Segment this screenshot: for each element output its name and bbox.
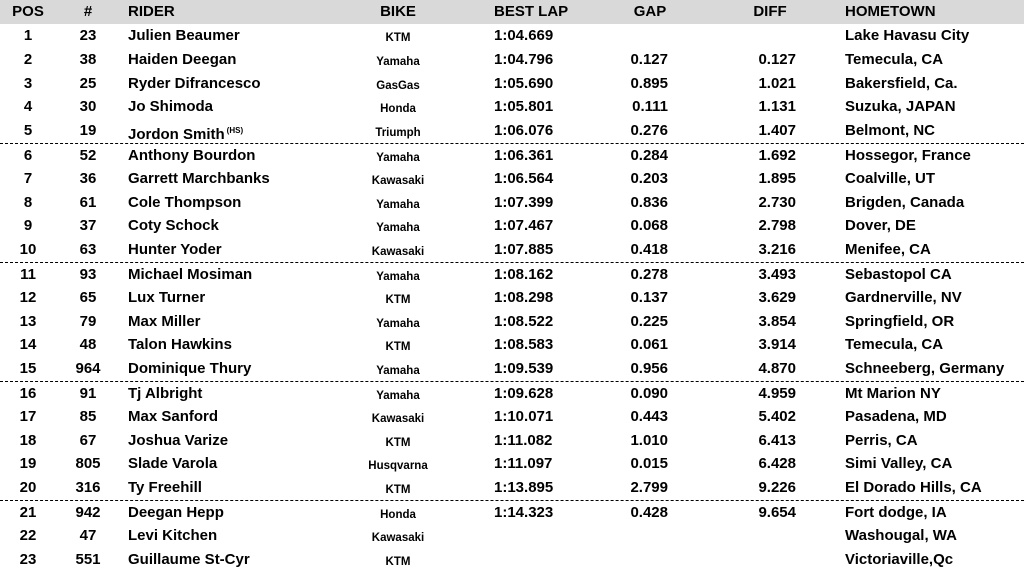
- best-lap-cell: 1:08.522: [494, 312, 554, 330]
- rider-name: Levi Kitchen: [128, 526, 218, 544]
- best-lap-cell: 1:05.690: [494, 74, 554, 92]
- bike-number-cell: 47: [79, 526, 97, 544]
- hometown-cell: Perris, CA: [845, 431, 918, 449]
- hometown-cell: Simi Valley, CA: [845, 455, 953, 473]
- gap-cell: 0.278: [630, 265, 668, 283]
- rider-name-cell: [128, 122, 243, 143]
- column-header-diff: DIFF: [753, 3, 787, 20]
- table-row: [0, 24, 1024, 48]
- rider-name: Hunter Yoder: [128, 241, 222, 259]
- diff-cell: 3.854: [758, 312, 796, 330]
- gap-cell: 0.090: [630, 384, 668, 402]
- bike-brand-cell: Yamaha: [376, 198, 420, 211]
- column-header-rider: RIDER: [128, 3, 175, 20]
- bike-number-cell: 91: [79, 384, 97, 402]
- rider-name: Slade Varola: [128, 455, 218, 473]
- bike-number-cell: 316: [75, 479, 101, 497]
- gap-cell: 0.015: [630, 455, 668, 473]
- table-row: [0, 238, 1024, 262]
- table-row: [0, 452, 1024, 476]
- bike-brand-cell: Honda: [380, 103, 416, 116]
- best-lap-cell: 1:09.628: [494, 384, 554, 402]
- hometown-cell: Bakersfield, Ca.: [845, 74, 958, 92]
- best-lap-cell: 1:08.162: [494, 265, 554, 283]
- rider-class-superscript: (HS): [226, 126, 244, 136]
- table-row: [0, 548, 1024, 572]
- hometown-cell: Schneeberg, Germany: [845, 360, 1005, 378]
- bike-number-cell: 964: [75, 360, 101, 378]
- bike-number-cell: 36: [79, 169, 97, 187]
- position-cell: 19: [19, 455, 37, 473]
- diff-cell: 1.692: [758, 146, 796, 164]
- rider-name-cell: [128, 504, 224, 521]
- table-row: [0, 524, 1024, 548]
- hometown-cell: Coalville, UT: [845, 169, 936, 187]
- position-cell: 11: [20, 265, 36, 283]
- gap-cell: 0.956: [630, 360, 668, 378]
- bike-brand-cell: Yamaha: [376, 222, 420, 235]
- hometown-cell: Gardnerville, NV: [845, 288, 962, 306]
- rider-name-cell: [128, 51, 236, 68]
- position-cell: 14: [19, 336, 37, 354]
- rider-name: Guillaume St-Cyr: [128, 550, 250, 568]
- rider-name: Julien Beaumer: [128, 27, 240, 44]
- rider-name-cell: [128, 75, 261, 92]
- diff-cell: 3.216: [758, 241, 796, 259]
- best-lap-cell: 1:07.467: [494, 217, 554, 235]
- diff-cell: 9.654: [758, 503, 796, 521]
- bike-number-cell: 37: [79, 217, 97, 235]
- hometown-cell: Hossegor, France: [845, 146, 971, 164]
- bike-number-cell: 25: [79, 74, 97, 92]
- bike-number-cell: 79: [79, 312, 97, 330]
- bike-brand-cell: Yamaha: [376, 365, 420, 378]
- rider-name: Talon Hawkins: [128, 336, 232, 354]
- position-cell: 21: [19, 503, 37, 521]
- bike-number-cell: 551: [75, 550, 101, 568]
- rider-name-cell: [128, 455, 217, 472]
- hometown-cell: Victoriaville,Qc: [845, 550, 954, 568]
- hometown-cell: Fort dodge, IA: [845, 503, 947, 521]
- bike-brand-cell: GasGas: [376, 79, 420, 92]
- rider-name: Jo Shimoda: [128, 98, 214, 116]
- best-lap-cell: 1:13.895: [494, 479, 554, 497]
- position-cell: 17: [19, 407, 37, 425]
- table-row: [0, 262, 1024, 286]
- table-row: [0, 429, 1024, 453]
- position-cell: 1: [23, 27, 33, 44]
- rider-name: Ryder Difrancesco: [128, 74, 261, 92]
- rider-name: Max Sanford: [128, 407, 219, 425]
- table-row: [0, 476, 1024, 500]
- column-header-pos: POS: [12, 3, 44, 20]
- position-cell: 3: [23, 74, 33, 92]
- gap-cell: 0.443: [630, 407, 668, 425]
- column-header-bike: BIKE: [380, 3, 416, 20]
- best-lap-cell: 1:06.076: [494, 122, 554, 140]
- rider-name: Lux Turner: [128, 288, 206, 306]
- diff-cell: 2.798: [758, 217, 796, 235]
- rider-name: Ty Freehill: [128, 479, 202, 497]
- gap-cell: 0.836: [630, 193, 668, 211]
- position-cell: 4: [23, 98, 33, 116]
- rider-name: Jordon Smith: [128, 126, 225, 144]
- rider-name-cell: [128, 27, 240, 44]
- gap-cell: 0.225: [630, 312, 668, 330]
- bike-brand-cell: KTM: [385, 32, 411, 44]
- best-lap-cell: 1:10.071: [494, 407, 554, 425]
- position-cell: 7: [23, 169, 33, 187]
- rider-name-cell: [128, 194, 241, 211]
- gap-cell: 0.428: [630, 503, 668, 521]
- rider-name: Tj Albright: [128, 384, 203, 402]
- bike-brand-cell: Kawasaki: [371, 246, 425, 259]
- table-row: [0, 333, 1024, 357]
- rider-name: Dominique Thury: [128, 360, 252, 378]
- bike-brand-cell: Kawasaki: [371, 174, 425, 187]
- table-row: [0, 119, 1024, 143]
- gap-cell: 0.111: [632, 98, 668, 116]
- bike-brand-cell: Triumph: [375, 127, 421, 140]
- hometown-cell: Menifee, CA: [845, 241, 931, 259]
- diff-cell: 3.629: [758, 288, 796, 306]
- bike-number-cell: 38: [79, 50, 97, 68]
- gap-cell: 0.284: [630, 146, 668, 164]
- diff-cell: 3.914: [758, 336, 796, 354]
- best-lap-cell: 1:05.801: [494, 98, 554, 116]
- table-row: [0, 72, 1024, 96]
- position-cell: 10: [19, 241, 37, 259]
- bike-number-cell: 48: [79, 336, 97, 354]
- rider-name-cell: [128, 479, 202, 496]
- hometown-cell: Sebastopol CA: [845, 265, 952, 283]
- position-cell: 2: [23, 50, 33, 68]
- diff-cell: 4.959: [758, 384, 796, 402]
- table-row: [0, 191, 1024, 215]
- position-cell: 15: [19, 360, 37, 378]
- gap-cell: 2.799: [630, 479, 668, 497]
- hometown-cell: Brigden, Canada: [845, 193, 965, 211]
- table-row: [0, 310, 1024, 334]
- bike-brand-cell: Yamaha: [376, 389, 420, 402]
- position-cell: 6: [23, 146, 33, 164]
- position-cell: 5: [23, 122, 33, 140]
- hometown-cell: Temecula, CA: [845, 336, 944, 354]
- best-lap-cell: 1:08.298: [494, 288, 554, 306]
- rider-name-cell: [128, 98, 213, 115]
- position-cell: 20: [19, 479, 37, 497]
- table-row: [0, 143, 1024, 167]
- diff-cell: 1.131: [758, 98, 796, 116]
- diff-cell: 6.428: [758, 455, 796, 473]
- best-lap-cell: 1:08.583: [494, 336, 554, 354]
- bike-number-cell: 19: [79, 122, 97, 140]
- bike-number-cell: 52: [79, 146, 97, 164]
- diff-cell: 1.895: [758, 169, 796, 187]
- hometown-cell: Lake Havasu City: [845, 27, 970, 44]
- hometown-cell: Temecula, CA: [845, 50, 944, 68]
- gap-cell: 1.010: [630, 431, 668, 449]
- bike-brand-cell: Husqvarna: [368, 460, 428, 473]
- best-lap-cell: 1:11.082: [494, 431, 553, 449]
- position-cell: 23: [19, 550, 37, 568]
- position-cell: 9: [23, 217, 33, 235]
- table-row: [0, 167, 1024, 191]
- hometown-cell: Suzuka, JAPAN: [845, 98, 956, 116]
- rider-name-cell: [128, 313, 201, 330]
- results-table-body: [0, 24, 1024, 571]
- rider-name-cell: [128, 147, 255, 164]
- column-header-gap: GAP: [633, 3, 667, 20]
- position-cell: 13: [19, 312, 37, 330]
- bike-number-cell: 65: [79, 288, 97, 306]
- best-lap-cell: 1:07.885: [494, 241, 554, 259]
- diff-cell: 4.870: [758, 360, 796, 378]
- bike-brand-cell: KTM: [385, 484, 411, 497]
- best-lap-cell: 1:04.669: [494, 27, 554, 44]
- rider-name-cell: [128, 527, 217, 544]
- table-row: [0, 405, 1024, 429]
- rider-name: Deegan Hepp: [128, 503, 224, 521]
- best-lap-cell: 1:06.361: [494, 146, 554, 164]
- position-cell: 22: [19, 526, 37, 544]
- diff-cell: 1.407: [758, 122, 796, 140]
- bike-brand-cell: Honda: [380, 508, 416, 521]
- table-row: [0, 214, 1024, 238]
- results-header-row: [0, 0, 1024, 24]
- bike-number-cell: 805: [75, 455, 101, 473]
- diff-cell: 0.127: [758, 50, 796, 68]
- table-row: [0, 286, 1024, 310]
- best-lap-cell: 1:14.323: [494, 503, 554, 521]
- hometown-cell: Dover, DE: [845, 217, 916, 235]
- diff-cell: 3.493: [758, 265, 796, 283]
- bike-number-cell: 30: [79, 98, 97, 116]
- rider-name: Cole Thompson: [128, 193, 242, 211]
- rider-name-cell: [128, 170, 270, 187]
- rider-name-cell: [128, 289, 205, 306]
- rider-name: Garrett Marchbanks: [128, 169, 270, 187]
- rider-name-cell: [128, 385, 202, 402]
- rider-name-cell: [128, 217, 219, 234]
- bike-brand-cell: KTM: [385, 293, 411, 306]
- gap-cell: 0.276: [630, 122, 668, 140]
- table-row: [0, 381, 1024, 405]
- bike-number-cell: 23: [79, 27, 97, 44]
- bike-brand-cell: KTM: [385, 436, 411, 449]
- best-lap-cell: 1:09.539: [494, 360, 554, 378]
- position-cell: 18: [19, 431, 37, 449]
- best-lap-cell: 1:07.399: [494, 193, 554, 211]
- hometown-cell: Pasadena, MD: [845, 407, 947, 425]
- gap-cell: 0.203: [630, 169, 668, 187]
- column-header-best-lap: BEST LAP: [494, 3, 569, 20]
- hometown-cell: Belmont, NC: [845, 122, 935, 140]
- rider-name: Anthony Bourdon: [128, 146, 256, 164]
- bike-number-cell: 942: [75, 503, 101, 521]
- rider-name-cell: [128, 408, 218, 425]
- best-lap-cell: 1:04.796: [494, 50, 554, 68]
- position-cell: 16: [19, 384, 37, 402]
- rider-name-cell: [128, 432, 228, 449]
- rider-name: Michael Mosiman: [128, 265, 253, 283]
- bike-brand-cell: Yamaha: [376, 270, 420, 283]
- best-lap-cell: 1:06.564: [494, 169, 554, 187]
- diff-cell: 5.402: [758, 407, 796, 425]
- rider-name: Max Miller: [128, 312, 201, 330]
- position-cell: 12: [19, 288, 37, 306]
- bike-number-cell: 93: [79, 265, 97, 283]
- bike-number-cell: 85: [79, 407, 97, 425]
- bike-brand-cell: Yamaha: [376, 55, 420, 68]
- table-row: [0, 48, 1024, 72]
- rider-name-cell: [128, 360, 251, 377]
- bike-brand-cell: KTM: [385, 555, 411, 568]
- rider-name: Haiden Deegan: [128, 50, 237, 68]
- column-header-hometown: HOMETOWN: [845, 3, 936, 20]
- gap-cell: 0.137: [630, 288, 668, 306]
- gap-cell: 0.068: [630, 217, 668, 235]
- hometown-cell: Washougal, WA: [845, 526, 957, 544]
- rider-name-cell: [128, 241, 222, 258]
- rider-name-cell: [128, 266, 252, 283]
- diff-cell: 6.413: [758, 431, 796, 449]
- bike-number-cell: 67: [79, 431, 97, 449]
- bike-number-cell: 63: [79, 241, 97, 259]
- hometown-cell: El Dorado Hills, CA: [845, 479, 982, 497]
- diff-cell: 2.730: [758, 193, 796, 211]
- rider-name-cell: [128, 336, 232, 353]
- table-row: [0, 500, 1024, 524]
- gap-cell: 0.127: [630, 50, 668, 68]
- hometown-cell: Mt Marion NY: [845, 384, 941, 402]
- bike-number-cell: 61: [79, 193, 97, 211]
- gap-cell: 0.895: [630, 74, 668, 92]
- gap-cell: 0.061: [630, 336, 668, 354]
- bike-brand-cell: Yamaha: [376, 151, 420, 164]
- bike-brand-cell: Kawasaki: [371, 412, 425, 425]
- position-cell: 8: [23, 193, 33, 211]
- rider-name-cell: [128, 551, 250, 568]
- column-header-number: #: [83, 3, 93, 20]
- bike-brand-cell: Yamaha: [376, 317, 420, 330]
- best-lap-cell: 1:11.097: [494, 455, 553, 473]
- table-row: [0, 95, 1024, 119]
- hometown-cell: Springfield, OR: [845, 312, 955, 330]
- rider-name: Joshua Varize: [128, 431, 229, 449]
- diff-cell: 1.021: [758, 74, 796, 92]
- bike-brand-cell: Kawasaki: [371, 531, 425, 544]
- diff-cell: 9.226: [758, 479, 796, 497]
- table-row: [0, 357, 1024, 381]
- bike-brand-cell: KTM: [385, 341, 411, 354]
- rider-name: Coty Schock: [128, 217, 219, 235]
- gap-cell: 0.418: [630, 241, 668, 259]
